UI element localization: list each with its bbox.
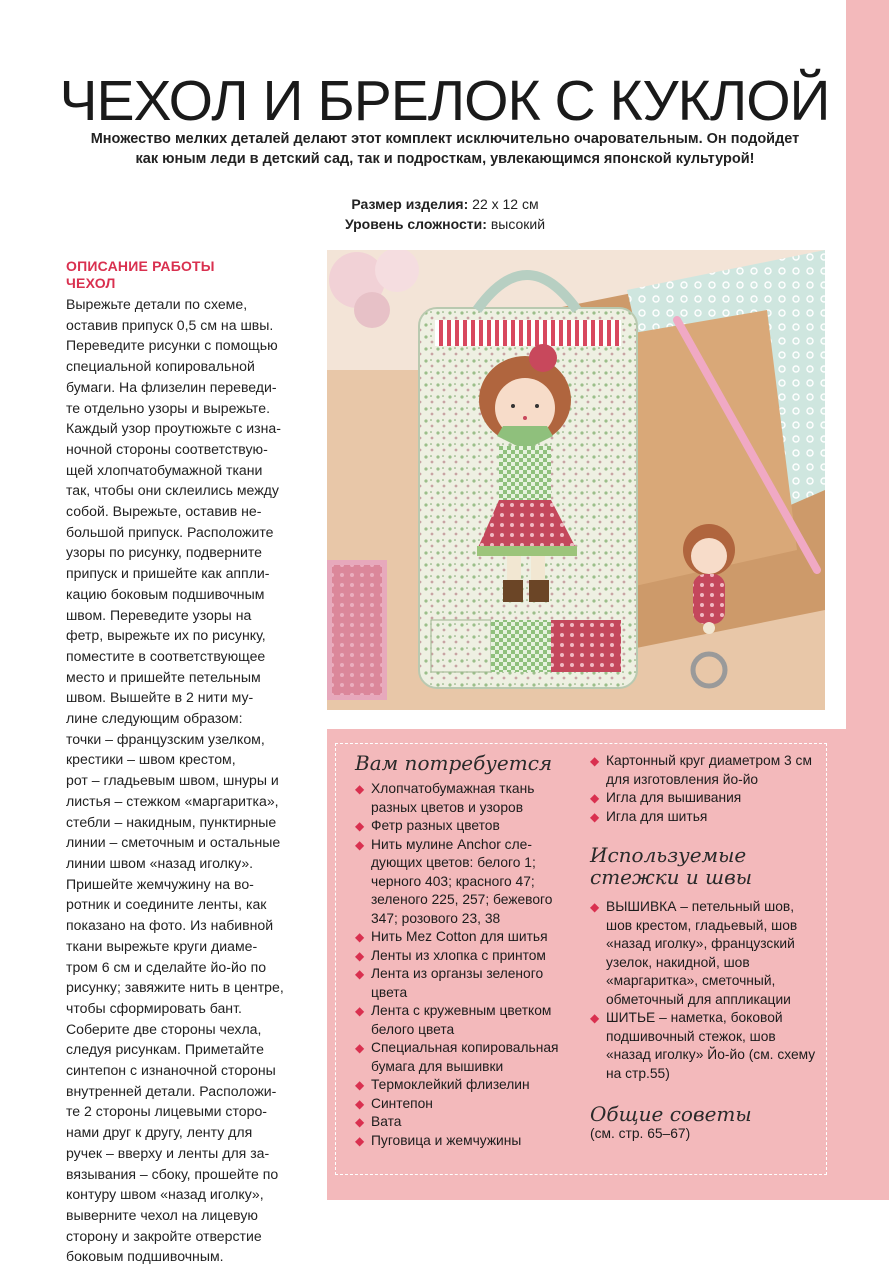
diamond-bullet-icon: ◆ <box>355 1041 365 1055</box>
stitches-heading: Используемые стежки и швы <box>590 843 753 889</box>
tips-text: (см. стр. 65–67) <box>590 1126 691 1141</box>
list-item: ◆ Пуговица и жемчужины <box>355 1132 575 1151</box>
list-item: ◆ Синтепон <box>355 1095 575 1114</box>
materials-column-right <box>590 752 820 1144</box>
list-item: ◆ Игла для шитья <box>590 808 820 827</box>
materials-list-continued <box>590 752 820 826</box>
materials-list <box>355 780 575 1150</box>
level-value: высокий <box>490 216 546 232</box>
page-edge-band <box>846 0 889 1200</box>
page-title: ЧЕХОЛ И БРЕЛОК С КУКЛОЙ <box>59 69 830 133</box>
diamond-bullet-icon: ◆ <box>355 1004 365 1018</box>
list-item: ◆ Нить Mez Cotton для шитья <box>355 928 575 947</box>
diamond-bullet-icon: ◆ <box>355 930 365 944</box>
list-item: ◆ Лента с кружевным цветком белого цвета <box>355 1003 552 1037</box>
diamond-bullet-icon: ◆ <box>355 948 365 963</box>
list-item: ◆ Фетр разных цветов <box>355 817 575 836</box>
diamond-bullet-icon: ◆ <box>355 967 365 981</box>
diamond-bullet-icon: ◆ <box>355 782 365 796</box>
level-label: Уровень сложности: <box>344 216 487 232</box>
diamond-bullet-icon: ◆ <box>355 1115 365 1129</box>
diamond-bullet-icon: ◆ <box>590 791 600 805</box>
list-item: ◆ Лента из органзы зеленого цвета <box>355 966 544 1000</box>
list-item: ◆ Картонный круг диаметром 3 см для изготовления йо-йо <box>590 753 812 787</box>
subtitle: Множество мелких деталей делают этот комплект исключительно очаровательным. Он подойдет как юным леди в детский сад, так и подросткам, увлекающимся японской культурой! <box>90 131 800 167</box>
list-item: ◆ Ленты из хлопка с принтом <box>355 947 575 966</box>
list-item: ◆ ШИТЬЕ – наметка, боковой подшивочный стежок, шов «назад иголку» Йо-йо (см. схему на стр.55) <box>590 1010 816 1081</box>
specs <box>260 194 630 234</box>
product-photo <box>327 250 825 710</box>
section-heading: ОПИСАНИЕ РАБОТЫ ЧЕХОЛ <box>66 258 215 291</box>
diamond-bullet-icon: ◆ <box>590 754 600 768</box>
size-value: 22 х 12 см <box>472 196 539 212</box>
stitches-list <box>590 898 820 1083</box>
tips-heading: Общие советы <box>590 1102 752 1126</box>
list-item: ◆ Вата <box>355 1113 575 1132</box>
list-item: ◆ Специальная копировальная бумага для вышивки <box>355 1040 559 1074</box>
list-item: ◆ Игла для вышивания <box>590 789 820 808</box>
diamond-bullet-icon: ◆ <box>355 1133 365 1148</box>
diamond-bullet-icon: ◆ <box>355 1078 365 1092</box>
diamond-bullet-icon: ◆ <box>590 1011 600 1025</box>
instructions-text: Вырежьте детали по схеме, оставив припуск 0,5 см на швы. Переведите рисунки с помощью специальной копировальной бумаги. На флизелин переведи- те отдельно узоры и вырежьте. Каждый узор проутюжьте с изна- ночной стороны соответствую- щей хлопчатобумажной ткани так, чтобы они склеились между собой. Вырежьте, оставив не- большой припуск. Расположите узоры по рисунку, подверните припуск и пришейте как аппли- кацию боковым подшивочным швом. Переведите узоры на фетр, вырежьте их по рисунку, поместите в соответствующее место и пришейте петельным швом. Вышейте в 2 нити му- лине следующим образом: точки – французским узелком, крестики – швом крестом, рот – гладьевым швом, шнуры и листья – стежком «маргаритка», стебли – накидным, пунктирные линии – сметочным и остальные линии швом «назад иголку». Пришейте жемчужину на во- ротник и соедините ленты, как показано на фото. Из набивной ткани вырежьте круги диаме- тром 6 см и сделайте йо-йо по рисунку; завяжите нить в центре, чтобы сформировать бант. Соберите две стороны чехла, следуя рисункам. Приметайте синтепон с изнаночной стороны внутренней детали. Расположи- те 2 стороны лицевыми сторо- нами друг к другу, ленту для ручек – вверху и ленты для за- вязывания – сбоку, прошейте по контуру швом «назад иголку», выверните чехол на лицевую сторону и закройте отверстие боковым подшивочным. <box>66 296 284 1265</box>
list-item: ◆ ВЫШИВКА – петельный шов, шов крестом, гладьевый, шов «назад иголку», французский узелок, накидной, шов «маргаритка», сметочный, обметочный для аппликации <box>590 899 798 1007</box>
size-label: Размер изделия: <box>351 196 469 212</box>
diamond-bullet-icon: ◆ <box>355 819 365 833</box>
materials-column-left <box>355 752 575 1150</box>
diamond-bullet-icon: ◆ <box>590 900 600 914</box>
list-item: ◆ Термоклейкий флизелин <box>355 1076 575 1095</box>
diamond-bullet-icon: ◆ <box>355 1096 365 1111</box>
materials-heading: Вам потребуется <box>355 751 553 775</box>
diamond-bullet-icon: ◆ <box>355 837 365 852</box>
list-item: ◆ Хлопчатобумажная ткань разных цветов и узоров <box>355 781 535 815</box>
list-item: ◆ Нить мулине Anchor следующих цветов: белого 1; черного 403; красного 47; зеленого 225, 257; бежевого 347; розового 23, 38 <box>355 836 553 926</box>
diamond-bullet-icon: ◆ <box>590 809 600 824</box>
